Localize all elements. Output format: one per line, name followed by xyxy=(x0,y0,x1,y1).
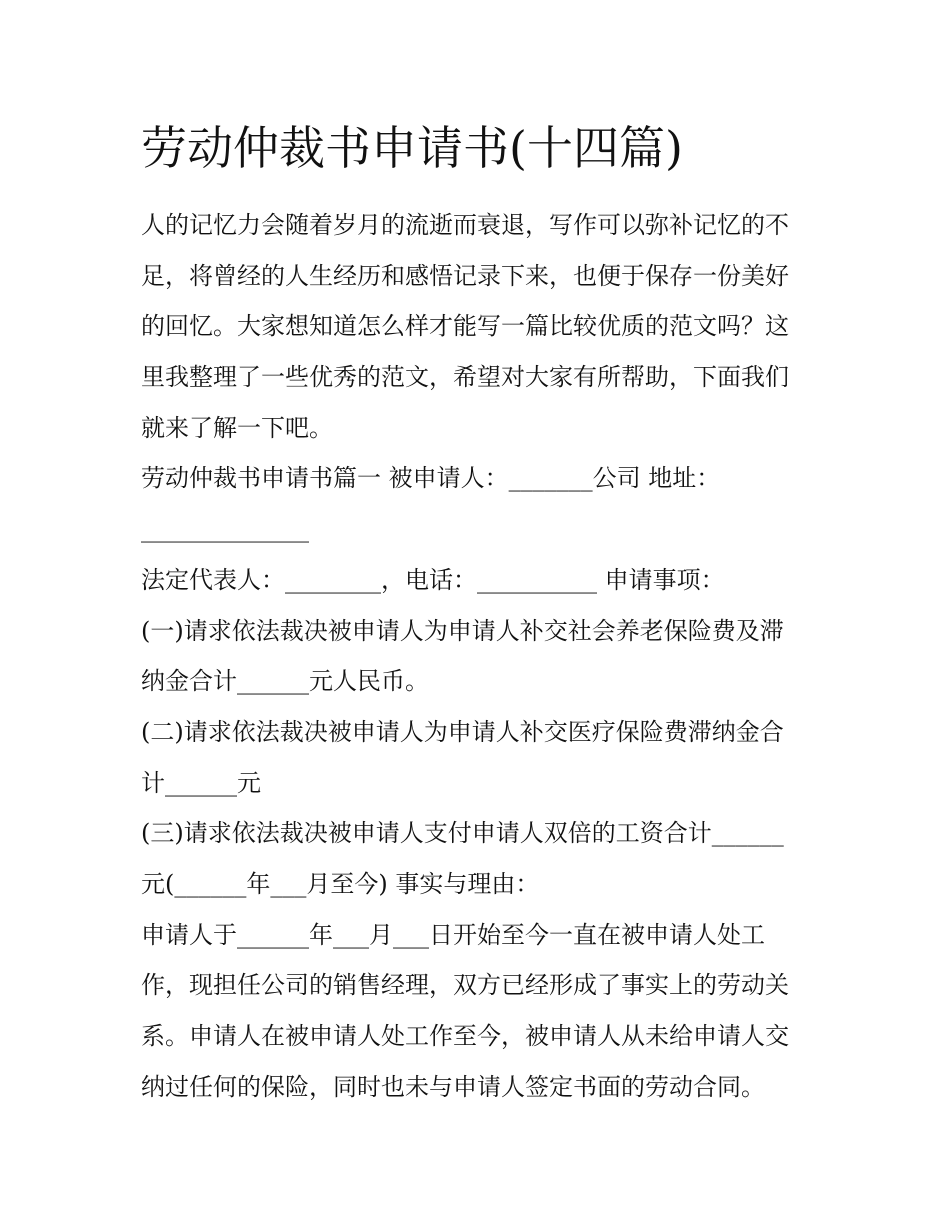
body-line: 申请人于______年___月___日开始至今一直在被申请人处工 xyxy=(141,920,765,949)
body-line: (二)请求依法裁决被申请人为申请人补交医疗保险费滞纳金合 xyxy=(141,717,784,746)
body-line: 法定代表人：________，电话：__________ 申请事项： xyxy=(141,565,725,594)
document-body xyxy=(141,200,821,1112)
body-line: ______________ xyxy=(141,515,309,544)
body-line: (三)请求依法裁决被申请人支付申请人双倍的工资合计______ xyxy=(141,819,784,848)
body-line: (一)请求依法裁决被申请人为申请人补交社会养老保险费及滞 xyxy=(141,616,784,645)
body-line: 人的记忆力会随着岁月的流逝而衰退，写作可以弥补记忆的不 xyxy=(141,211,789,239)
body-line: 里我整理了一些优秀的范文，希望对大家有所帮助，下面我们 xyxy=(141,363,789,392)
document-title: 劳动仲裁书申请书(十四篇) xyxy=(141,121,683,175)
body-line: 元(______年___月至今) 事实与理由： xyxy=(141,869,540,898)
body-line: 劳动仲裁书申请书篇一 被申请人：_______公司 地址： xyxy=(141,464,721,493)
body-line: 系。申请人在被申请人处工作至今，被申请人从未给申请人交 xyxy=(141,1022,789,1050)
body-line: 作，现担任公司的销售经理，双方已经形成了事实上的劳动关 xyxy=(141,971,789,1000)
body-line: 的回忆。大家想知道怎么样才能写一篇比较优质的范文吗？这 xyxy=(141,312,789,341)
body-line: 计______元 xyxy=(141,768,261,797)
body-line: 纳金合计______元人民币。 xyxy=(141,667,429,696)
body-line: 就来了解一下吧。 xyxy=(141,413,333,442)
body-line: 足，将曾经的人生经历和感悟记录下来，也便于保存一份美好 xyxy=(141,261,789,290)
body-line: 纳过任何的保险，同时也未与申请人签定书面的劳动合同。 xyxy=(141,1072,765,1101)
